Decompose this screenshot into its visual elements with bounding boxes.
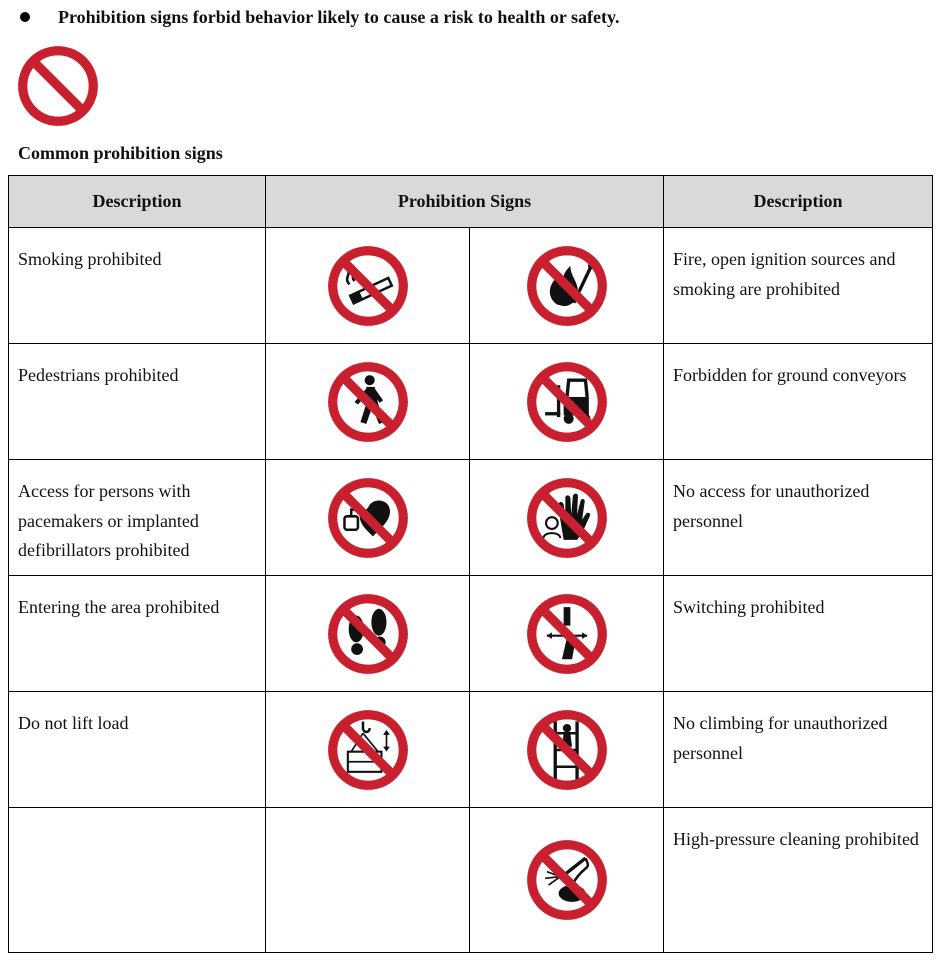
left-description (9, 808, 266, 953)
left-description: Access for persons with pacemakers or implanted defibrillators prohibited (9, 460, 266, 576)
right-description: Switching prohibited (664, 576, 933, 692)
right-description: No access for unauthorized personnel (664, 460, 933, 576)
right-description: High-pressure cleaning prohibited (664, 808, 933, 953)
table-row (9, 576, 933, 692)
table-row (9, 344, 933, 460)
no-pacemaker-icon (326, 476, 410, 560)
left-description: Pedestrians prohibited (9, 344, 266, 460)
no-switching-icon (525, 592, 609, 676)
table-header-row (9, 176, 933, 228)
no-access-hand-icon (525, 476, 609, 560)
empty-sign-cell (266, 808, 470, 953)
header-description-left: Description (9, 176, 266, 228)
section-title: Common prohibition signs (18, 143, 223, 163)
bullet-dot-icon (20, 12, 30, 22)
right-description: Forbidden for ground conveyors (664, 344, 933, 460)
intro-bullet (20, 4, 620, 30)
no-forklift-icon (525, 360, 609, 444)
header-description-right: Description (664, 176, 933, 228)
table-row (9, 460, 933, 576)
prohibition-signs-table (8, 175, 933, 953)
no-pressure-washer-icon (525, 838, 609, 922)
no-climbing-icon (525, 708, 609, 792)
generic-prohibition-sign-icon (16, 44, 100, 128)
right-description: Fire, open ignition sources and smoking are prohibited (664, 228, 933, 344)
left-description: Smoking prohibited (9, 228, 266, 344)
no-entry-footprints-icon (326, 592, 410, 676)
intro-text: Prohibition signs forbid behavior likely to cause a risk to health or safety. (58, 6, 620, 27)
no-open-flame-icon (525, 244, 609, 328)
table-row (9, 692, 933, 808)
no-smoking-icon (326, 244, 410, 328)
right-description: No climbing for unauthorized personnel (664, 692, 933, 808)
table-row (9, 808, 933, 953)
header-prohibition-signs: Prohibition Signs (266, 176, 664, 228)
table-row (9, 228, 933, 344)
left-description: Do not lift load (9, 692, 266, 808)
left-description: Entering the area prohibited (9, 576, 266, 692)
no-pedestrians-icon (326, 360, 410, 444)
no-lifting-load-icon (326, 708, 410, 792)
